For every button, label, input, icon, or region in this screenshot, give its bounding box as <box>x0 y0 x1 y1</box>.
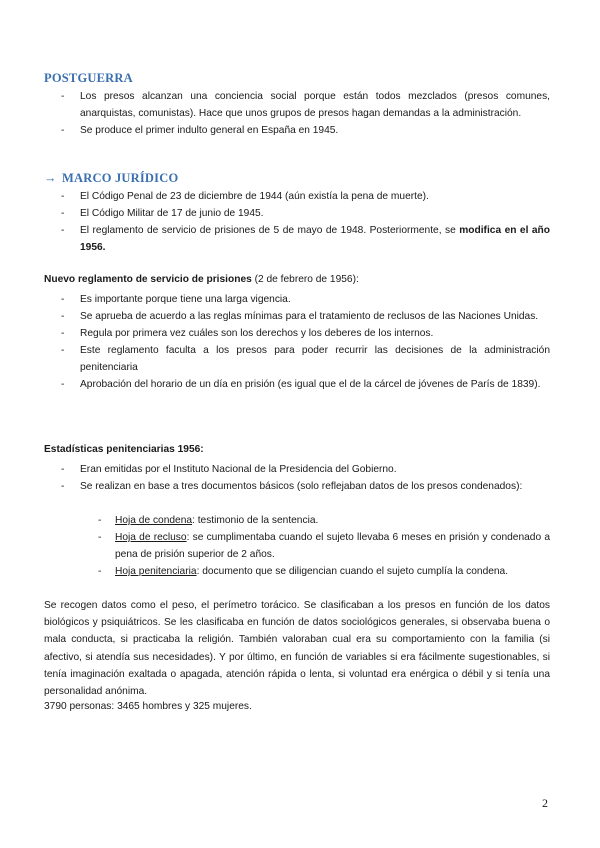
list-item: - El Código Penal de 23 de diciembre de 1944 (aún existía la pena de muerte). <box>80 188 550 205</box>
marco-juridico-heading <box>44 171 178 186</box>
estadisticas-list <box>80 461 550 495</box>
estadisticas-heading: Estadísticas penitenciarias 1956: <box>44 444 204 455</box>
document-description: : se cumplimentaba cuando el sujeto llevaba 6 meses en prisión y condenado a pena de prisión superior de 2 años. <box>115 532 551 560</box>
list-item-text: El reglamento de servicio de prisiones de 5 de mayo de 1948. Posteriormente, se <box>80 225 460 236</box>
list-item: - El Código Militar de 17 de junio de 1945. <box>80 205 550 222</box>
body-paragraph: Se recogen datos como el peso, el perímetro torácico. Se clasificaban a los presos en función de los datos biológicos y psiquiátricos. Se les clasificaba en función de datos sociológicos generales, si observaba buena o mala conducta, si practicaba la religión. También valoraban cual era su comportamiento con la familia (si afectivo, si atendía sus necesidades). Y por último, en función de variables si era fácilmente sugestionables, si tenía imaginación exaltada o apagada, atención rápida o lenta, si voluntad era enérgica o débil y si tenía una personalidad anónima. <box>44 600 550 698</box>
list-item: - Este reglamento faculta a los presos para poder recurrir las decisiones de la administración penitenciaria <box>80 342 550 376</box>
list-item-bold-text: modifica en el año 1956. <box>80 225 550 253</box>
totals-line: 3790 personas: 3465 hombres y 325 mujeres. <box>44 701 252 712</box>
marco-juridico-title: MARCO JURÍDICO <box>62 171 179 185</box>
reglamento-date: (2 de febrero de 1956): <box>251 274 359 285</box>
documentos-list <box>115 512 550 580</box>
list-item: - Regula por primera vez cuáles son los derechos y los deberes de los internos. <box>80 325 550 342</box>
list-item: - Se aprueba de acuerdo a las reglas mínimas para el tratamiento de reclusos de las Naciones Unidas. <box>80 308 550 325</box>
document-name: Hoja de recluso <box>115 532 187 543</box>
document-description: : testimonio de la sentencia. <box>192 515 319 526</box>
list-item <box>115 563 550 580</box>
marco-juridico-list <box>80 188 550 256</box>
list-item: - Los presos alcanzan una conciencia social porque están todos mezclados (presos comunes, anarquistas, comunistas). Hace que unos grupos de presos hagan demandas a la administración. <box>80 88 550 122</box>
page-number: 2 <box>542 796 548 810</box>
reglamento-heading <box>44 274 359 285</box>
document-description: : documento que se diligencian cuando el sujeto cumplía la condena. <box>196 566 509 577</box>
list-item <box>115 529 550 563</box>
reglamento-list <box>80 291 550 393</box>
postguerra-list <box>80 88 550 139</box>
list-item: - Aprobación del horario de un día en prisión (es igual que el de la cárcel de jóvenes de París de 1839). <box>80 376 550 393</box>
reglamento-title: Nuevo reglamento de servicio de prisiones <box>44 274 252 285</box>
list-item: - Se produce el primer indulto general en España en 1945. <box>80 122 550 139</box>
list-item <box>80 222 550 256</box>
list-item: - Es importante porque tiene una larga vigencia. <box>80 291 550 308</box>
arrow-right-icon: → <box>44 171 57 185</box>
list-item: - Se realizan en base a tres documentos básicos (solo reflejaban datos de los presos condenados): <box>80 478 550 495</box>
list-item: - Eran emitidas por el Instituto Nacional de la Presidencia del Gobierno. <box>80 461 550 478</box>
postguerra-heading: POSTGUERRA <box>44 71 133 85</box>
list-item <box>115 512 550 529</box>
document-name: Hoja penitenciaria <box>115 566 197 577</box>
document-name: Hoja de condena <box>115 515 193 526</box>
